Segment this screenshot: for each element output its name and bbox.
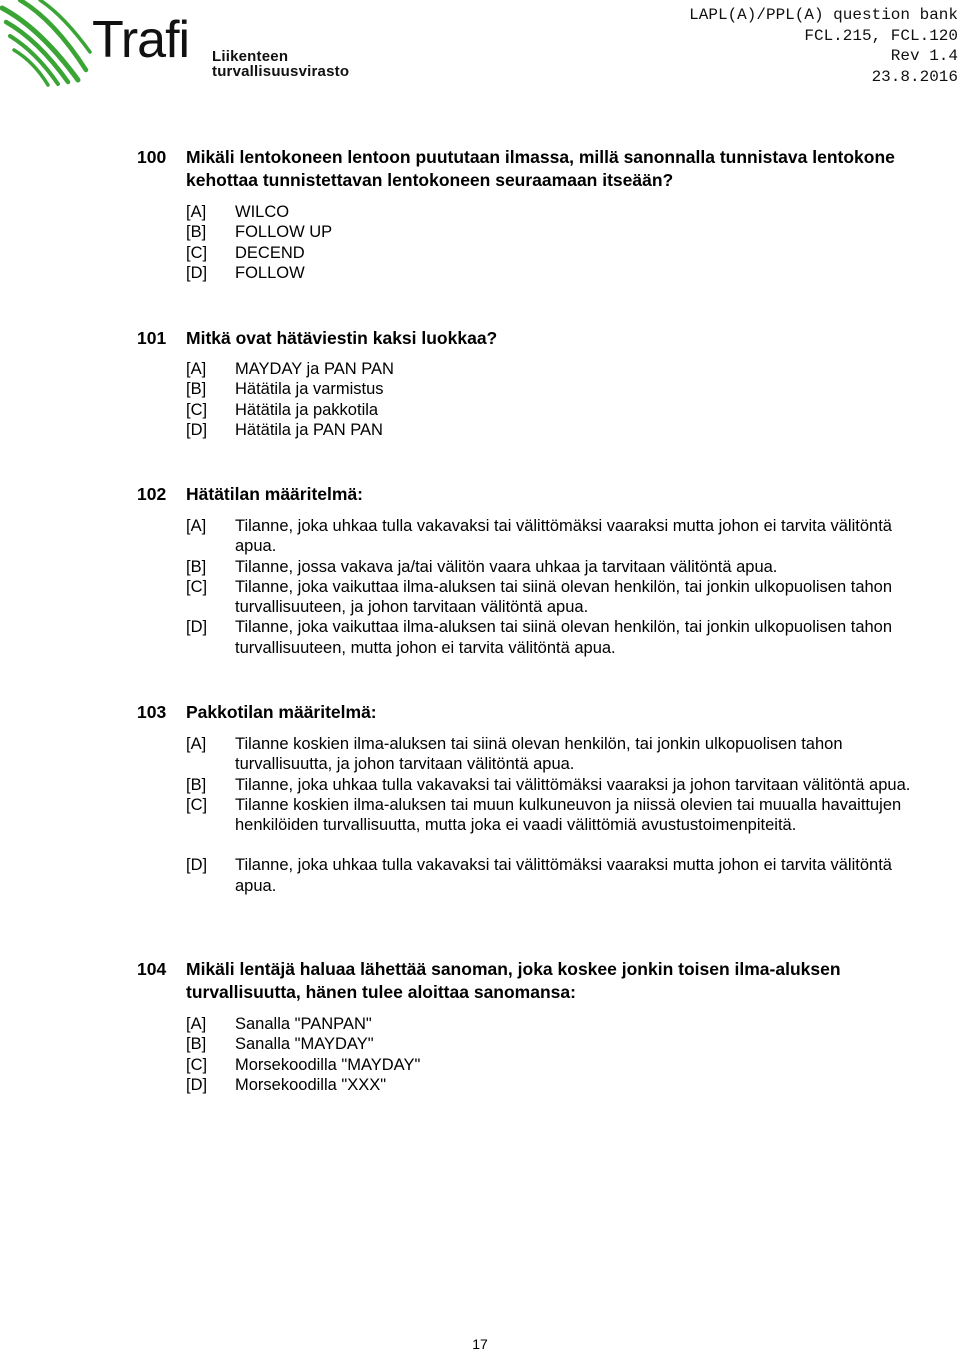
answer-option (186, 734, 937, 775)
question-number: 102 (137, 484, 167, 504)
answer-option (186, 202, 937, 222)
option-text: DECEND (235, 243, 305, 262)
answer-option (186, 577, 937, 618)
answer-option (186, 222, 937, 242)
option-text: Hätätila ja varmistus (235, 380, 384, 399)
question-text: Mitkä ovat hätäviestin kaksi luokkaa? (186, 328, 498, 348)
option-text: Tilanne, jossa vakava ja/tai välitön vaara uhkaa ja tarvitaan välitöntä apua. (235, 557, 778, 576)
option-label: [C] (186, 577, 208, 596)
question-text: Hätätilan määritelmä: (186, 484, 364, 504)
option-label: [D] (186, 420, 208, 439)
option-label: [A] (186, 517, 207, 535)
option-text: Tilanne, joka vaikuttaa ilma-aluksen tai siinä olevan henkilön, tai jonkin ulkopuolisen tahon turvallisuuteen, mutta johon ei tarvita välitöntä apua. (235, 618, 893, 657)
option-label: [A] (186, 1015, 207, 1033)
answer-option (186, 1055, 937, 1075)
answer-option (186, 1075, 937, 1095)
answer-option (186, 420, 937, 440)
question-102 (137, 483, 937, 658)
option-label: [D] (186, 856, 208, 875)
answer-option (186, 263, 937, 283)
answer-option (186, 557, 937, 577)
option-label: [D] (186, 263, 208, 282)
option-text: WILCO (235, 203, 290, 221)
option-text: Morsekoodilla "MAYDAY" (235, 1055, 421, 1074)
option-label: [C] (186, 795, 208, 814)
question-text: Mikäli lentäjä haluaa lähettää sanoman, joka koskee jonkin toisen ilma-aluksen turvallisuutta, hänen tulee aloittaa sanomansa: (186, 959, 841, 1002)
question-103 (137, 701, 937, 896)
option-text: FOLLOW UP (235, 223, 333, 242)
page-number: 17 (472, 1336, 488, 1352)
question-number: 103 (137, 702, 167, 722)
option-label: [A] (186, 735, 207, 753)
question-text: Mikäli lentokoneen lentoon puututaan ilmassa, millä sanonnalla tunnistava lentokone kehottaa tunnistettavan lentokoneen seuraamaan itseään? (186, 147, 895, 190)
question-number: 100 (137, 147, 167, 167)
header-regulation: FCL.215, FCL.120 (804, 26, 958, 45)
question-number: 101 (137, 328, 167, 348)
question-104 (137, 958, 937, 1095)
question-101 (137, 327, 937, 440)
option-text: Tilanne koskien ilma-aluksen tai muun kulkuneuvon ja niissä olevien tai muualla havaittujen henkilöiden turvallisuutta, mutta joka ei vaadi välittömiä avustustoimenpiteitä. (235, 795, 902, 835)
option-text: MAYDAY ja PAN PAN (235, 360, 394, 378)
answer-option (186, 795, 937, 836)
option-label: [D] (186, 1075, 208, 1094)
option-label: [B] (186, 380, 207, 399)
logo-wordmark: Trafi (92, 11, 190, 69)
option-text: Hätätila ja PAN PAN (235, 420, 383, 439)
option-text: Tilanne, joka uhkaa tulla vakavaksi tai välittömäksi vaaraksi mutta johon ei tarvita välitöntä apua. (235, 856, 892, 895)
option-label: [C] (186, 1055, 208, 1074)
option-label: [B] (186, 223, 207, 242)
option-text: Hätätila ja pakkotila (235, 400, 379, 419)
question-number: 104 (137, 959, 167, 979)
option-text: Tilanne, joka vaikuttaa ilma-aluksen tai siinä olevan henkilön, tai jonkin ulkopuolisen tahon turvallisuuteen, ja johon tarvitaan välitöntä apua. (235, 577, 893, 617)
option-label: [B] (186, 1035, 207, 1054)
option-text: Morsekoodilla "XXX" (235, 1075, 387, 1094)
question-100 (137, 146, 937, 283)
logo-subtitle: Liikenteen turvallisuusvirasto (212, 48, 350, 80)
option-text: Tilanne, joka uhkaa tulla vakavaksi tai välittömäksi vaaraksi ja johon tarvitaan välitöntä apua. (235, 775, 911, 794)
header-revision: Rev 1.4 (890, 47, 958, 65)
answer-option (186, 359, 937, 379)
answer-option (186, 243, 937, 263)
answer-option (186, 775, 937, 795)
question-text: Pakkotilan määritelmä: (186, 702, 377, 722)
header-date: 23.8.2016 (871, 67, 958, 86)
option-label: [B] (186, 775, 207, 794)
option-label: [C] (186, 243, 208, 262)
option-text: FOLLOW (235, 263, 305, 282)
option-text: Sanalla "PANPAN" (235, 1015, 372, 1033)
document-header (638, 5, 958, 87)
header-title: LAPL(A)/PPL(A) question bank (689, 6, 958, 24)
answer-option (186, 516, 937, 557)
option-text: Tilanne, joka uhkaa tulla vakavaksi tai välittömäksi vaaraksi mutta johon ei tarvita välitöntä apua. (235, 517, 892, 556)
answer-option (186, 379, 937, 399)
option-label: [D] (186, 618, 208, 637)
answer-option (186, 1014, 937, 1034)
option-label: [A] (186, 203, 207, 221)
option-label: [C] (186, 400, 208, 419)
trafi-swoosh-icon (0, 0, 92, 90)
answer-option (186, 617, 937, 658)
trafi-logo (0, 0, 420, 92)
option-text: Tilanne koskien ilma-aluksen tai siinä olevan henkilön, tai jonkin ulkopuolisen tahon turvallisuutta, ja johon tarvitaan välitöntä apua. (235, 735, 843, 774)
answer-option (186, 855, 937, 896)
option-text: Sanalla "MAYDAY" (235, 1035, 374, 1054)
answer-option (186, 1034, 937, 1054)
option-label: [A] (186, 360, 207, 378)
answer-option (186, 400, 937, 420)
option-label: [B] (186, 557, 207, 576)
